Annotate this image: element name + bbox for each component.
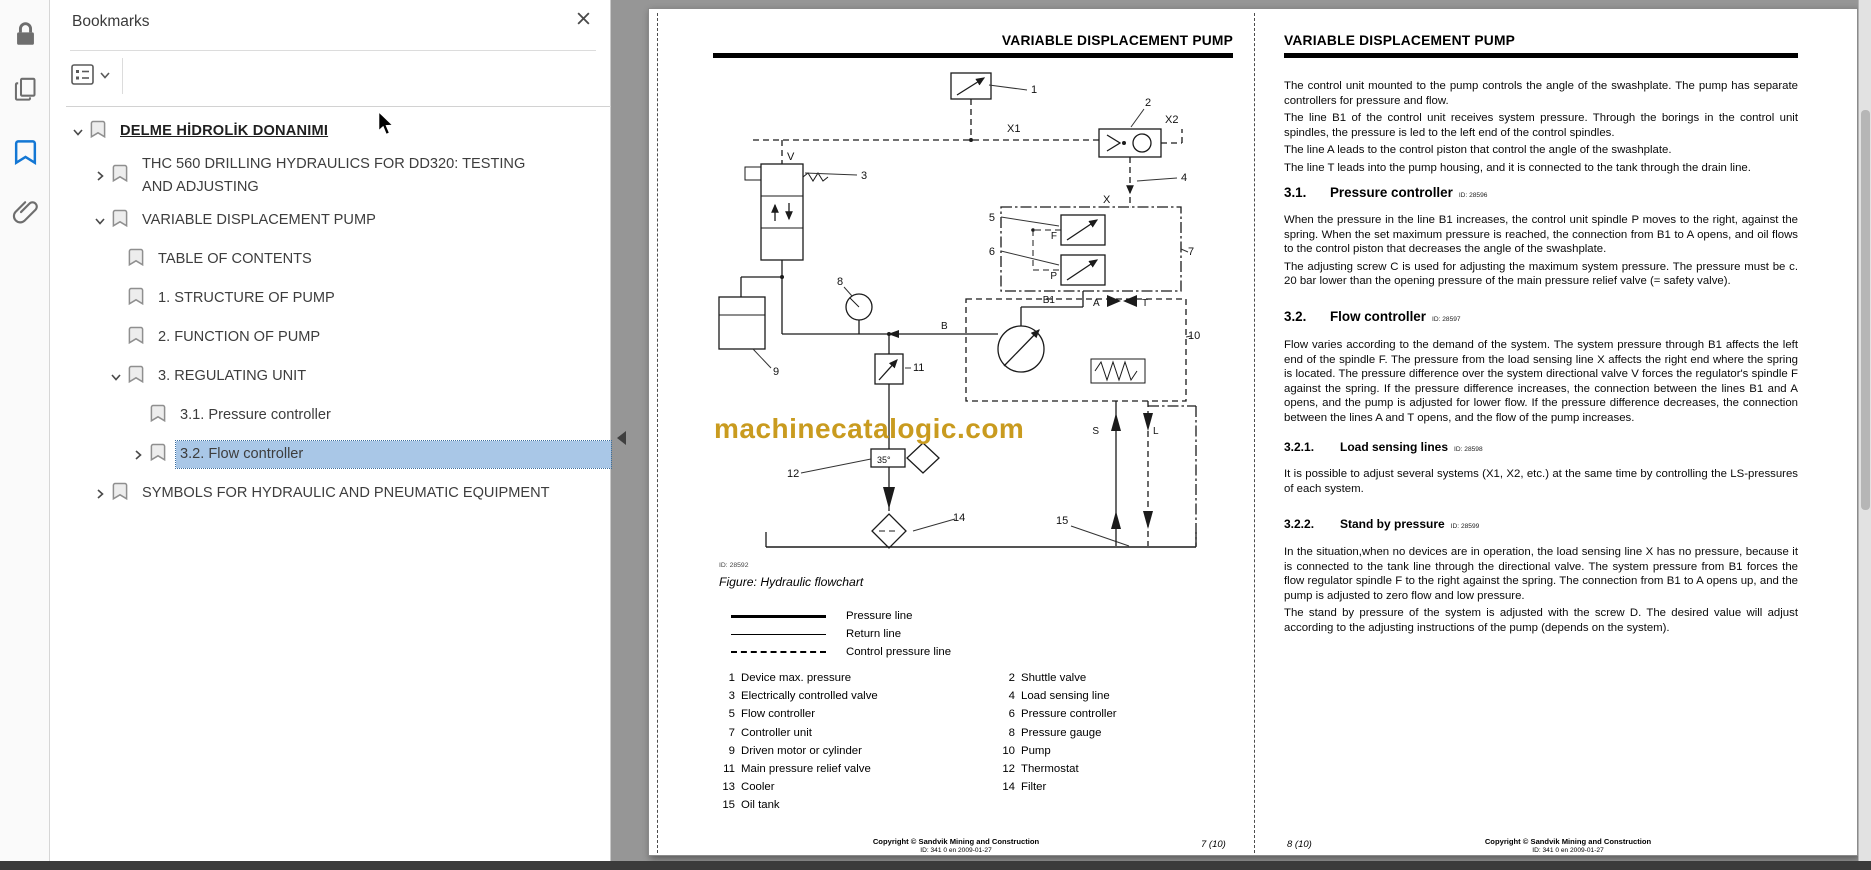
- left-header-rule: [713, 53, 1233, 58]
- bookmark-item-label: VARIABLE DISPLACEMENT PUMP: [142, 212, 376, 228]
- part-number: 7: [728, 726, 735, 739]
- legend-row: [731, 625, 951, 643]
- bookmarks-icon[interactable]: [12, 138, 39, 165]
- diagram-label: 10: [1188, 330, 1201, 342]
- left-page-copyright: Copyright © Sandvik Mining and Construction ID: 341 0 en 2009-01-27: [872, 837, 1040, 854]
- chevron-down-icon[interactable]: [66, 126, 90, 138]
- attachments-icon[interactable]: [12, 198, 39, 225]
- part-name: Main pressure relief valve: [741, 762, 871, 775]
- part-name: Pressure controller: [1021, 708, 1117, 721]
- bookmark-item[interactable]: [50, 474, 611, 513]
- hydraulic-flowchart-figure: [701, 59, 1246, 564]
- figure-caption: Figure: Hydraulic flowchart: [719, 575, 864, 589]
- section-heading: 3.1. Pressure controller ID: 28596: [1284, 185, 1488, 200]
- bookmarks-panel-title: Bookmarks: [72, 13, 150, 30]
- diagram-label: X2: [1165, 114, 1179, 126]
- part-number: 8: [1008, 726, 1015, 739]
- part-number: 5: [728, 708, 735, 721]
- part-name: Filter: [1021, 781, 1047, 794]
- panel-separator: [70, 50, 596, 51]
- legend-row: [731, 607, 951, 625]
- section-heading: 3.2.2. Stand by pressure ID: 28599: [1284, 517, 1480, 531]
- fold-mark-center: [1254, 13, 1255, 853]
- bookmark-item-label: THC 560 DRILLING HYDRAULICS FOR DD320: TESTING AND ADJUSTING: [142, 156, 526, 195]
- bookmark-item[interactable]: [50, 396, 611, 435]
- part-number: 15: [722, 799, 735, 812]
- bookmark-item[interactable]: [50, 240, 611, 279]
- bookmark-item[interactable]: [50, 357, 611, 396]
- right-header-rule: [1284, 53, 1798, 58]
- bookmark-ribbon-icon: [112, 209, 130, 233]
- diagram-label: 6: [988, 246, 995, 258]
- legend-line-sample: [731, 651, 826, 653]
- bookmark-item-label: 3.1. Pressure controller: [180, 407, 331, 423]
- part-number: [989, 799, 1015, 817]
- part-number: 11: [723, 762, 735, 775]
- section-body: Flow varies according to the demand of the system. The system pressure through B1 affects the left end of the spindle F. The pressure from the load sensing line X affects the right end where the spring is located. The pressure difference over the system directional valve V forces the regulator's spindle F against the spring. If the pressure difference increases, the connection between the lines B1 and A opens, and the pump is adjusted for lower flow. If the pressure difference decreases, the connection between the lines A and T opens, and the flow of the pump increases.: [1284, 339, 1798, 424]
- bookmark-ribbon-icon: [90, 120, 108, 144]
- close-panel-icon[interactable]: [572, 11, 594, 33]
- part-name: Controller unit: [741, 726, 812, 739]
- right-page-title: VARIABLE DISPLACEMENT PUMP: [1284, 33, 1516, 48]
- right-page-copyright: Copyright © Sandvik Mining and Construction ID: 341 0 en 2009-01-27: [1484, 837, 1652, 854]
- bookmark-item-label: TABLE OF CONTENTS: [158, 251, 312, 267]
- bookmark-item-label: 2. FUNCTION OF PUMP: [158, 329, 321, 345]
- legend-line-sample: [731, 634, 826, 635]
- diagram-label: 14: [953, 512, 966, 524]
- diagram-label: X: [1103, 194, 1111, 206]
- window-bottom-edge: [0, 861, 1871, 870]
- bookmark-ribbon-icon: [128, 248, 146, 272]
- legend-row: [731, 643, 951, 661]
- bookmark-options-button[interactable]: [70, 60, 116, 92]
- diagram-label: L: [1153, 426, 1159, 437]
- part-name: Pressure gauge: [1021, 726, 1102, 739]
- part-name: Shuttle valve: [1021, 672, 1087, 684]
- left-page-title: VARIABLE DISPLACEMENT PUMP: [1001, 33, 1233, 48]
- collapse-panel-button[interactable]: [612, 424, 630, 452]
- part-name: [1021, 799, 1117, 817]
- bookmark-item[interactable]: [50, 112, 611, 151]
- part-name: Device max. pressure: [741, 672, 852, 684]
- chevron-down-icon[interactable]: [104, 371, 128, 383]
- bookmark-item[interactable]: [50, 151, 611, 201]
- page-spread: [648, 8, 1858, 856]
- bookmark-ribbon-icon: [128, 287, 146, 311]
- diagram-label: T: [1142, 298, 1149, 309]
- bookmark-ribbon-icon: [128, 365, 146, 389]
- diagram-label: A: [1093, 298, 1100, 309]
- diagram-label: F: [1050, 231, 1057, 242]
- diagram-label: 7: [1188, 246, 1195, 258]
- vertical-scrollbar[interactable]: [1858, 0, 1871, 862]
- legend-line-sample: [731, 615, 826, 618]
- bookmark-item-label: 1. STRUCTURE OF PUMP: [158, 290, 335, 306]
- part-name: Load sensing line: [1021, 690, 1110, 703]
- part-number: 3: [728, 690, 735, 703]
- diagram-label: 3: [861, 170, 868, 182]
- legend-label: Return line: [846, 628, 902, 640]
- part-number: 13: [722, 781, 735, 794]
- bookmark-item-label: SYMBOLS FOR HYDRAULIC AND PNEUMATIC EQUIPMENT: [142, 485, 550, 501]
- toolbar-divider: [122, 58, 123, 94]
- bookmark-item-label: 3.2. Flow controller: [176, 441, 611, 468]
- document-canvas: [611, 0, 1871, 862]
- diagram-label: 2: [1145, 97, 1152, 109]
- parts-list: [711, 672, 1117, 818]
- bookmarks-panel: [50, 0, 611, 862]
- bookmark-ribbon-icon: [112, 482, 130, 506]
- part-number: 4: [1008, 690, 1015, 703]
- section-body: When the pressure in the line B1 increases, the control unit spindle P moves to the right, against the spring. When the set maximum pressure is reached, the connection from B1 to A opens, and oil flows to the control piston that decreases the angle of the swashplate. The adjusting screw C is used for adjusting the maximum system pressure. The pressure must be c. 20 bar lower than the opening pressure of the main pressure relief valve (= safety valve).: [1284, 214, 1798, 288]
- diagram-label: 15: [1056, 515, 1069, 527]
- pages-icon[interactable]: [12, 76, 39, 103]
- fold-mark-left: [657, 13, 658, 853]
- bookmarks-tree: [50, 112, 611, 513]
- chevron-right-icon[interactable]: [88, 488, 112, 500]
- left-page-number: 7 (10): [1201, 839, 1226, 850]
- legend-label: Pressure line: [846, 610, 913, 622]
- diagram-label: B: [941, 321, 948, 332]
- part-name: Pump: [1021, 744, 1051, 757]
- bookmark-ribbon-icon: [150, 404, 168, 428]
- part-number: 6: [1008, 708, 1015, 721]
- chevron-right-icon[interactable]: [88, 170, 112, 182]
- diagram-label: 11: [913, 362, 925, 374]
- bookmark-item[interactable]: [50, 279, 611, 318]
- part-number: 12: [1002, 762, 1015, 775]
- diagram-label: S: [1092, 426, 1099, 437]
- bookmark-ribbon-icon: [128, 326, 146, 350]
- diagram-label: X1: [1007, 123, 1021, 135]
- lock-icon[interactable]: [12, 20, 39, 47]
- bookmark-item-label: DELME HİDROLİK DONANIMI: [120, 123, 329, 139]
- chevron-right-icon[interactable]: [126, 449, 150, 461]
- section-heading: 3.2.1. Load sensing lines ID: 28598: [1284, 440, 1483, 454]
- bookmark-ribbon-icon: [150, 443, 168, 467]
- diagram-label: 8: [837, 276, 844, 288]
- part-number: 9: [728, 744, 735, 757]
- section-body: In the situation,when no devices are in operation, the load sensing line X has no pressure, because it is connected to the tank line through the directional valve. The system pressure from B1 forces the flow regulator spindle F to the right against the spring. The connection from B1 to A opens up, and the pump is adjusted to zero flow and low pressure. The stand by pressure of the system is adjusted with the screw D. The desired value will adjust according to the adjusting instructions of the pump (depends on the system).: [1284, 546, 1798, 634]
- diagram-label: 4: [1181, 172, 1188, 184]
- chevron-down-icon[interactable]: [88, 215, 112, 227]
- panel-separator: [66, 106, 611, 107]
- bookmark-item[interactable]: [50, 435, 611, 474]
- part-name: Driven motor or cylinder: [741, 744, 862, 757]
- left-icon-toolbar: [0, 0, 50, 862]
- line-legend: [731, 607, 951, 661]
- part-number: 1: [728, 672, 735, 684]
- section-heading: 3.2. Flow controller ID: 28597: [1284, 309, 1461, 324]
- part-name: Oil tank: [741, 799, 780, 812]
- diagram-label: 9: [773, 366, 780, 378]
- legend-label: Control pressure line: [846, 646, 952, 658]
- figure-id: ID: 28592: [719, 562, 749, 569]
- bookmark-item[interactable]: [50, 201, 611, 240]
- diagram-label: B1: [1042, 295, 1055, 306]
- bookmark-ribbon-icon: [112, 164, 130, 188]
- bookmark-item[interactable]: [50, 318, 611, 357]
- diagram-label: 12: [787, 468, 800, 480]
- part-number: 10: [1002, 744, 1015, 757]
- part-number: 14: [1002, 781, 1015, 794]
- section-body: It is possible to adjust several systems (X1, X2, etc.) at the same time by controlling the LS-pressures of each system.: [1284, 468, 1798, 495]
- bookmark-item-label: 3. REGULATING UNIT: [158, 368, 307, 384]
- part-name: Cooler: [741, 781, 775, 794]
- diagram-label: V: [787, 151, 795, 163]
- intro-paragraphs: The control unit mounted to the pump controls the angle of the swashplate. The pump has separate controllers for pressure and flow. The line B1 of the control unit receives system pressure. Through the borings in the control unit spindles, the pressure is led to the left end of the control spindles. The line A leads to the control piston that control the angle of the swashplate. The line T leads into the pump housing, and it is connected to the tank through the drain line.: [1284, 80, 1798, 174]
- part-name: Thermostat: [1021, 762, 1079, 775]
- part-number: 2: [1008, 672, 1015, 684]
- right-page-number: 8 (10): [1287, 839, 1312, 850]
- scrollbar-thumb[interactable]: [1861, 110, 1870, 510]
- diagram-label: 35°: [877, 455, 891, 465]
- diagram-label: 5: [988, 212, 995, 224]
- part-name: Flow controller: [741, 708, 816, 721]
- part-name: Electrically controlled valve: [741, 690, 878, 703]
- watermark-text: machinecatalogic.com: [714, 413, 1025, 444]
- diagram-label: P: [1050, 271, 1057, 282]
- diagram-label: 1: [1031, 84, 1038, 96]
